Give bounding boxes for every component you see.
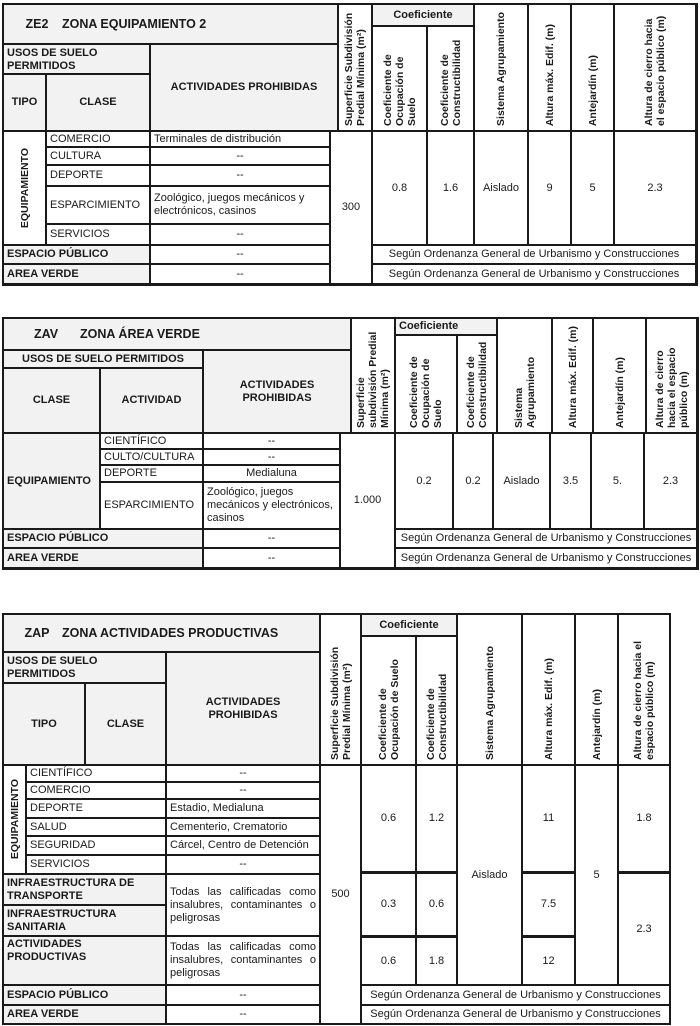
cc-value: 0.2 bbox=[453, 433, 493, 529]
cierre-header: Altura de cierro hacia el espacio público (m) bbox=[614, 4, 696, 131]
prohibidas-cell: -- bbox=[166, 765, 320, 782]
cierre-header: Altura de cierro hacia el espacio público (m) bbox=[646, 318, 697, 433]
cierre-value: 2.3 bbox=[644, 433, 697, 529]
cos-value-3: 0.6 bbox=[361, 936, 416, 985]
cos-header: Coeficiente de Ocupación de Suelo bbox=[372, 26, 427, 131]
espacio-publico-prohibidas: -- bbox=[203, 529, 340, 548]
sistema-header: Sistema Agrupamiento bbox=[474, 4, 528, 131]
coeficiente-header: Coeficiente bbox=[361, 614, 457, 636]
area-verde-prohibidas: -- bbox=[203, 548, 340, 568]
espacio-publico-prohibidas: -- bbox=[150, 245, 330, 264]
sistema-value: Aislado bbox=[474, 131, 528, 245]
clase-cell: SERVICIOS bbox=[46, 224, 150, 245]
area-verde-prohibidas: -- bbox=[150, 264, 330, 284]
actividad-cell: ESPARCIMIENTO bbox=[100, 482, 203, 529]
prohibidas-cell: Zoológico, juegos mecánicos y electrónicos, casinos bbox=[150, 186, 330, 224]
zone-name: ZONA ACTIVIDADES PRODUCTIVAS bbox=[62, 625, 279, 640]
zone-code: ZAP bbox=[24, 625, 50, 640]
altura-header: Altura máx. Edif. (m) bbox=[528, 4, 571, 131]
altura-value: 3.5 bbox=[550, 433, 591, 529]
superficie-value: 500 bbox=[320, 765, 361, 1024]
infra-transporte-label: INFRAESTRUCTURA DE TRANSPORTE bbox=[3, 874, 166, 905]
prohibidas-cell: Estadio, Medialuna bbox=[166, 799, 320, 818]
cierre-header: Altura de cierro hacia el espacio público (m) bbox=[618, 614, 670, 765]
clase-cell: COMERCIO bbox=[46, 131, 150, 147]
cc-header: Coeficiente de Constructibilidad bbox=[427, 26, 474, 131]
prohibidas-cell: -- bbox=[150, 165, 330, 186]
actividad-cell: CULTO/CULTURA bbox=[100, 449, 203, 465]
clase-header: CLASE bbox=[85, 683, 166, 765]
zone-code: ZAV bbox=[33, 326, 59, 341]
prohibidas-cell: -- bbox=[166, 855, 320, 874]
ordenanza-area-verde: Según Ordenanza General de Urbanismo y Construcciones bbox=[361, 1005, 670, 1024]
ordenanza-area-verde: Según Ordenanza General de Urbanismo y Construcciones bbox=[372, 264, 696, 284]
prohibidas-cell: -- bbox=[203, 433, 340, 449]
prohibidas-cell: -- bbox=[166, 782, 320, 799]
clase-cell: COMERCIO bbox=[26, 782, 166, 799]
espacio-publico-label: ESPACIO PÚBLICO bbox=[3, 529, 203, 548]
cc-value-1: 1.2 bbox=[416, 765, 457, 872]
ordenanza-espacio-publico: Según Ordenanza General de Urbanismo y Construcciones bbox=[372, 245, 696, 264]
prohibidas-cell: Medialuna bbox=[203, 465, 340, 482]
tipo-cell: EQUIPAMIENTO bbox=[3, 765, 26, 874]
altura-value: 9 bbox=[528, 131, 571, 245]
zone-code: ZE2 bbox=[25, 16, 49, 31]
clase-header: CLASE bbox=[3, 368, 100, 433]
cc-header: Coeficiente de Constructibilidad bbox=[416, 636, 457, 765]
sistema-value: Aislado bbox=[493, 433, 550, 529]
prohibidas-cell: Cementerio, Crematorio bbox=[166, 818, 320, 836]
cc-value-2: 0.6 bbox=[416, 872, 457, 936]
altura-header: Altura máx. Edif. (m) bbox=[552, 318, 593, 433]
clase-cell: EQUIPAMIENTO bbox=[3, 433, 100, 529]
ordenanza-espacio-publico: Según Ordenanza General de Urbanismo y Construcciones bbox=[395, 529, 697, 548]
antejardin-value: 5 bbox=[571, 131, 614, 245]
prohibidas-cell: -- bbox=[150, 224, 330, 245]
altura-value-1: 11 bbox=[522, 765, 575, 872]
superficie-header: Superficie Subdivisión Predial Mínima (m²) bbox=[338, 4, 372, 131]
antejardin-value: 5. bbox=[591, 433, 644, 529]
ordenanza-area-verde: Según Ordenanza General de Urbanismo y Construcciones bbox=[395, 548, 697, 568]
prohibidas-cell: Cárcel, Centro de Detención bbox=[166, 836, 320, 855]
clase-cell: DEPORTE bbox=[46, 165, 150, 186]
clase-cell: SALUD bbox=[26, 818, 166, 836]
cos-header: Coeficiente de Ocupación de Suelo bbox=[395, 335, 457, 433]
zone-name: ZONA ÁREA VERDE bbox=[80, 326, 200, 341]
prohibidas-header: ACTIVIDADES PROHIBIDAS bbox=[203, 350, 351, 433]
area-verde-label: AREA VERDE bbox=[3, 264, 150, 284]
area-verde-label: AREA VERDE bbox=[3, 1005, 166, 1024]
altura-value-2: 7.5 bbox=[522, 872, 575, 936]
prohibidas-cell: -- bbox=[150, 147, 330, 165]
antejardin-header: Antejardín (m) bbox=[571, 4, 614, 131]
superficie-header: Superficie subdivisión Predial Mínima (m²) bbox=[351, 318, 395, 433]
act-productivas-prohibidas: Todas las calificadas como insalubres, contaminantes o peligrosas bbox=[166, 936, 320, 985]
clase-cell: CIENTÍFICO bbox=[26, 765, 166, 782]
altura-value-3: 12 bbox=[522, 936, 575, 985]
clase-cell: CULTURA bbox=[46, 147, 150, 165]
sistema-value: Aislado bbox=[457, 765, 522, 985]
antejardin-header: Antejardín (m) bbox=[575, 614, 618, 765]
sistema-header: Sistema Agrupamiento bbox=[497, 318, 552, 433]
cierre-value: 2.3 bbox=[614, 131, 696, 245]
prohibidas-cell: Terminales de distribución bbox=[150, 131, 330, 147]
sistema-header: Sistema Agrupamiento bbox=[457, 614, 522, 765]
tipo-header: TIPO bbox=[3, 74, 46, 131]
ordenanza-espacio-publico: Según Ordenanza General de Urbanismo y Construcciones bbox=[361, 985, 670, 1005]
tipo-header: TIPO bbox=[3, 683, 85, 765]
superficie-value: 300 bbox=[330, 131, 372, 284]
usos-header: USOS DE SUELO PERMITIDOS bbox=[3, 350, 203, 368]
altura-header: Altura máx. Edif. (m) bbox=[522, 614, 575, 765]
cc-header: Coeficiente de Constructibilidad bbox=[457, 335, 497, 433]
cos-value-1: 0.6 bbox=[361, 765, 416, 872]
tipo-cell: EQUIPAMIENTO bbox=[3, 131, 46, 245]
cos-header: Coeficiente de Ocupación de Suelo bbox=[361, 636, 416, 765]
clase-cell: SERVICIOS bbox=[26, 855, 166, 874]
usos-header: USOS DE SUELO PERMITIDOS bbox=[3, 44, 150, 74]
antejardin-value: 5 bbox=[575, 765, 618, 985]
prohibidas-cell: -- bbox=[203, 449, 340, 465]
cos-value: 0.2 bbox=[395, 433, 453, 529]
zone-title bbox=[3, 614, 320, 652]
cierre-value-1: 1.8 bbox=[618, 765, 670, 872]
infra-sanitaria-label: INFRAESTRUCTURA SANITARIA bbox=[3, 905, 166, 936]
clase-cell: ESPARCIMIENTO bbox=[46, 186, 150, 224]
area-verde-prohibidas: -- bbox=[166, 1005, 320, 1024]
area-verde-label: AREA VERDE bbox=[3, 548, 203, 568]
prohibidas-header: ACTIVIDADES PROHIBIDAS bbox=[150, 44, 338, 131]
clase-cell: SEGURIDAD bbox=[26, 836, 166, 855]
espacio-publico-label: ESPACIO PÚBLICO bbox=[3, 245, 150, 264]
zone-name: ZONA EQUIPAMIENTO 2 bbox=[62, 16, 207, 31]
actividad-cell: DEPORTE bbox=[100, 465, 203, 482]
espacio-publico-label: ESPACIO PÚBLICO bbox=[3, 985, 166, 1005]
cc-value-3: 1.8 bbox=[416, 936, 457, 985]
cc-value: 1.6 bbox=[427, 131, 474, 245]
cierre-value-2: 2.3 bbox=[618, 872, 670, 985]
espacio-publico-prohibidas: -- bbox=[166, 985, 320, 1005]
usos-header: USOS DE SUELO PERMITIDOS bbox=[3, 652, 166, 683]
superficie-header: Superficie Subdivisión Predial Mínima (m²) bbox=[320, 614, 361, 765]
act-productivas-label: ACTIVIDADES PRODUCTIVAS bbox=[3, 936, 166, 985]
antejardin-header: Antejardín (m) bbox=[593, 318, 646, 433]
cos-value: 0.8 bbox=[372, 131, 427, 245]
coeficiente-header: Coeficiente bbox=[395, 318, 497, 335]
clase-header: CLASE bbox=[46, 74, 150, 131]
superficie-value: 1.000 bbox=[340, 433, 395, 568]
actividad-header: ACTIVIDAD bbox=[100, 368, 203, 433]
clase-cell: DEPORTE bbox=[26, 799, 166, 818]
infra-prohibidas: Todas las calificadas como insalubres, contaminantes o peligrosas bbox=[166, 874, 320, 936]
cos-value-2: 0.3 bbox=[361, 872, 416, 936]
prohibidas-cell: Zoológico, juegos mecánicos y electrónicos, casinos bbox=[203, 482, 340, 529]
coeficiente-header: Coeficiente bbox=[372, 4, 474, 26]
actividad-cell: CIENTÍFICO bbox=[100, 433, 203, 449]
prohibidas-header: ACTIVIDADES PROHIBIDAS bbox=[166, 652, 320, 765]
